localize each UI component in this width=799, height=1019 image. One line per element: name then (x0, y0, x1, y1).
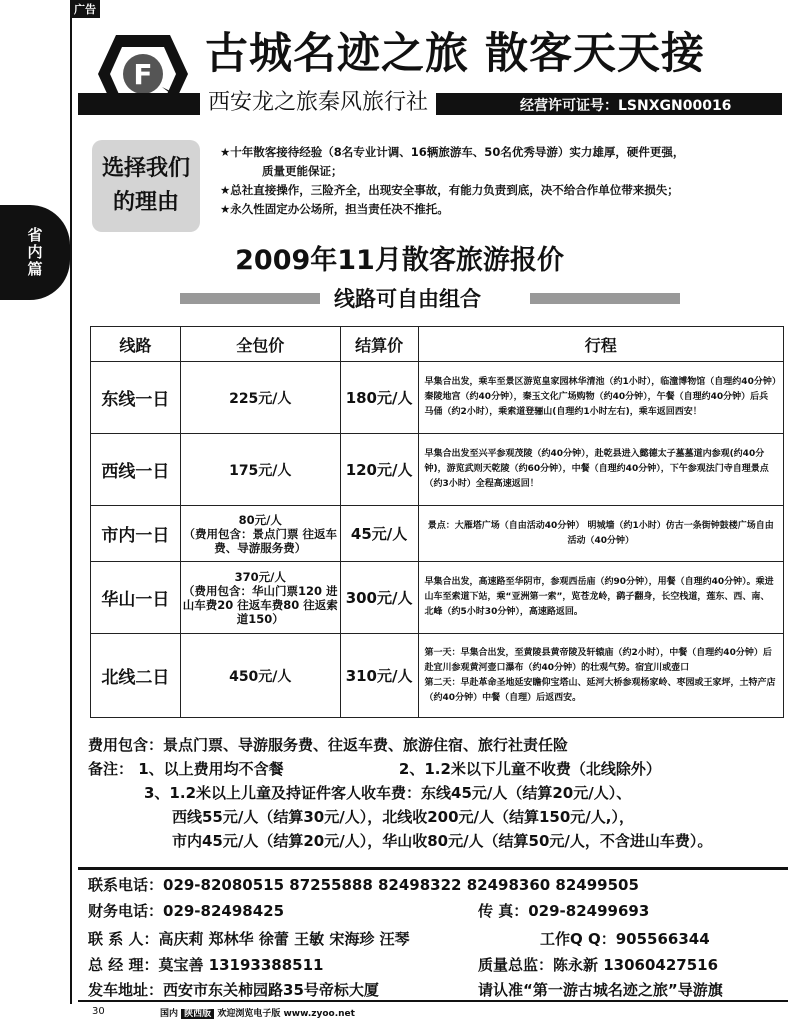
note-row (88, 757, 788, 781)
full-price: 225元/人 (180, 362, 340, 434)
reasons-box (92, 140, 200, 232)
settle-price: 180元/人 (340, 362, 418, 434)
reason-item: ★十年散客接待经验（8名专业计调、16辆旅游车、50名优秀导游）实力雄厚，硬件更强， (220, 145, 685, 159)
table-header: 行程 (418, 327, 783, 362)
license-number: 经营许可证号：LSNXGN00016 (520, 98, 732, 114)
footer-section: 国内 (160, 1009, 179, 1019)
table-row (91, 506, 784, 562)
contact-phone: 联系电话：029-82080515 87255888 82498322 82498360 82499505 (88, 876, 639, 894)
general-manager: 总 经 理：莫宝善 13193388511 (88, 956, 324, 974)
table-row (91, 434, 784, 506)
settle-price: 45元/人 (340, 506, 418, 562)
notes-section (88, 733, 788, 853)
itinerary-day1: 第一天：早集合出发，至黄陵县黄帝陵及轩辕庙（约2小时），中餐（自理约40分钟）后赴宜川参观黄河壶口瀑布（约40分钟）的壮观气势。宿宜川或壶口 (424, 647, 772, 673)
fax: 传 真：029-82499693 (478, 902, 650, 920)
settle-price: 310元/人 (340, 634, 418, 718)
company-name: 西安龙之旅秦风旅行社 (200, 89, 436, 117)
full-price: 450元/人 (180, 634, 340, 718)
full-price-note: （费用包含：景点门票 往返车费、导游服务费） (183, 526, 337, 555)
page-subtitle: 线路可自由组合 (334, 287, 481, 311)
note-2: 2、1.2米以下儿童不收费（北线除外） (398, 760, 661, 778)
route-name: 北线二日 (91, 634, 181, 718)
reasons-box-line1: 选择我们 (101, 156, 190, 181)
note-3-cont: 市内45元/人（结算20元/人），华山收80元/人（结算50元/人，不含进山车费）。 (172, 832, 713, 850)
route-name: 西线一日 (91, 434, 181, 506)
full-price-cell (180, 562, 340, 634)
note-3-cont: 西线55元/人（结算30元/人），北线收200元/人（结算150元/人,）， (172, 808, 634, 826)
side-tab-label: 省内篇 (27, 226, 43, 278)
quality-director: 质量总监：陈永新 13060427516 (478, 956, 719, 974)
page-title: 2009年11月散客旅游报价 (235, 245, 564, 276)
route-name: 市内一日 (91, 506, 181, 562)
itinerary-day2: 第二天：早赴革命圣地延安瞻仰宝塔山、延河大桥参观杨家岭、枣园或王家坪，土特产店（约40分钟）中餐（自理）后返西安。 (424, 677, 776, 703)
full-price-note: （费用包含：华山门票120 进山车费20 往返车费80 往返索道150） (182, 583, 338, 626)
itinerary (418, 634, 783, 718)
page-number: 30 (92, 1006, 105, 1017)
ad-tag: 广告 (70, 0, 100, 18)
departure-address: 发车地址：西安市东关柿园路35号帝标大厦 (88, 981, 379, 999)
finance-phone: 财务电话：029-82498425 (88, 902, 285, 920)
table-row (91, 634, 784, 718)
footer-site[interactable]: 欢迎浏览电子版 www.zyoo.net (217, 1009, 355, 1019)
settle-price: 300元/人 (340, 562, 418, 634)
note-1: 备注： 1、以上费用均不含餐 (88, 760, 284, 778)
price-table (90, 326, 784, 718)
contact-people: 联 系 人：高庆莉 郑林华 徐蕾 王敏 宋海珍 汪琴 (88, 930, 410, 948)
table-header: 全包价 (180, 327, 340, 362)
subtitle-divider-right (530, 293, 680, 304)
reasons-list (220, 143, 780, 219)
reason-item: ★总社直接操作，三险齐全，出现安全事故，有能力负责到底，决不给合作单位带来损失； (220, 183, 679, 197)
itinerary: 早集合出发，高速路至华阴市，参观西岳庙（约90分钟），用餐（自理约40分钟）。乘进山车至索道下站，乘“亚洲第一索”，览苍龙岭，鹞子翻身，长空栈道，莲东、西、南、北峰（约5小时30分钟），高速路返回。 (418, 562, 783, 634)
table-header-row (91, 327, 784, 362)
table-row (91, 562, 784, 634)
reason-item: ★永久性固定办公场所，担当责任决不推托。 (220, 202, 449, 216)
footer-divider (78, 1000, 788, 1002)
logo-letter: F (133, 58, 153, 91)
subtitle-divider-left (180, 293, 320, 304)
slogan: 请认准“第一游古城名迹之旅”导游旗 (478, 981, 723, 999)
table-header: 线路 (91, 327, 181, 362)
reason-item: 质量更能保证； (262, 164, 343, 178)
settle-price: 120元/人 (340, 434, 418, 506)
fee-includes: 费用包含：景点门票、导游服务费、往返车费、旅游住宿、旅行社责任险 (88, 736, 569, 754)
full-price-cell (180, 506, 340, 562)
divider (78, 867, 788, 870)
full-price: 370元/人 (234, 569, 286, 584)
itinerary: 早集合出发至兴平参观茂陵（约40分钟），赴乾县进入懿德太子墓墓道内参观(约40分钟)，游览武则天乾陵（约60分钟），中餐（自理约40分钟），下午参观法门寺自理景点（约3小时）全程高速返回！ (418, 434, 783, 506)
itinerary: 景点：大雁塔广场（自由活动40分钟） 明城墙（约1小时）仿古一条街钟鼓楼广场自由活动（40分钟） (418, 506, 783, 562)
route-name: 东线一日 (91, 362, 181, 434)
footer-info (160, 1006, 355, 1019)
reasons-box-line2: 的理由 (112, 190, 179, 215)
footer-region: 陕西版 (181, 1009, 214, 1019)
headline: 古城名迹之旅 散客天天接 (205, 29, 705, 79)
full-price: 80元/人 (238, 512, 282, 527)
work-qq: 工作Q Q：905566344 (540, 930, 710, 948)
route-name: 华山一日 (91, 562, 181, 634)
note-3: 3、1.2米以上儿童及持证件客人收车费：东线45元/人（结算20元/人）、 (144, 784, 632, 802)
full-price: 175元/人 (180, 434, 340, 506)
itinerary: 早集合出发，乘车至景区游览皇家园林华清池（约1小时），临潼博物馆（自理约40分钟）秦陵地宫（约40分钟），秦玉文化广场购物（约40分钟），午餐（自理约40分钟）后兵马俑（约2小时），乘索道登骊山(自理约1小时左右)，乘车返回西安！ (418, 362, 783, 434)
table-header: 结算价 (340, 327, 418, 362)
table-row (91, 362, 784, 434)
